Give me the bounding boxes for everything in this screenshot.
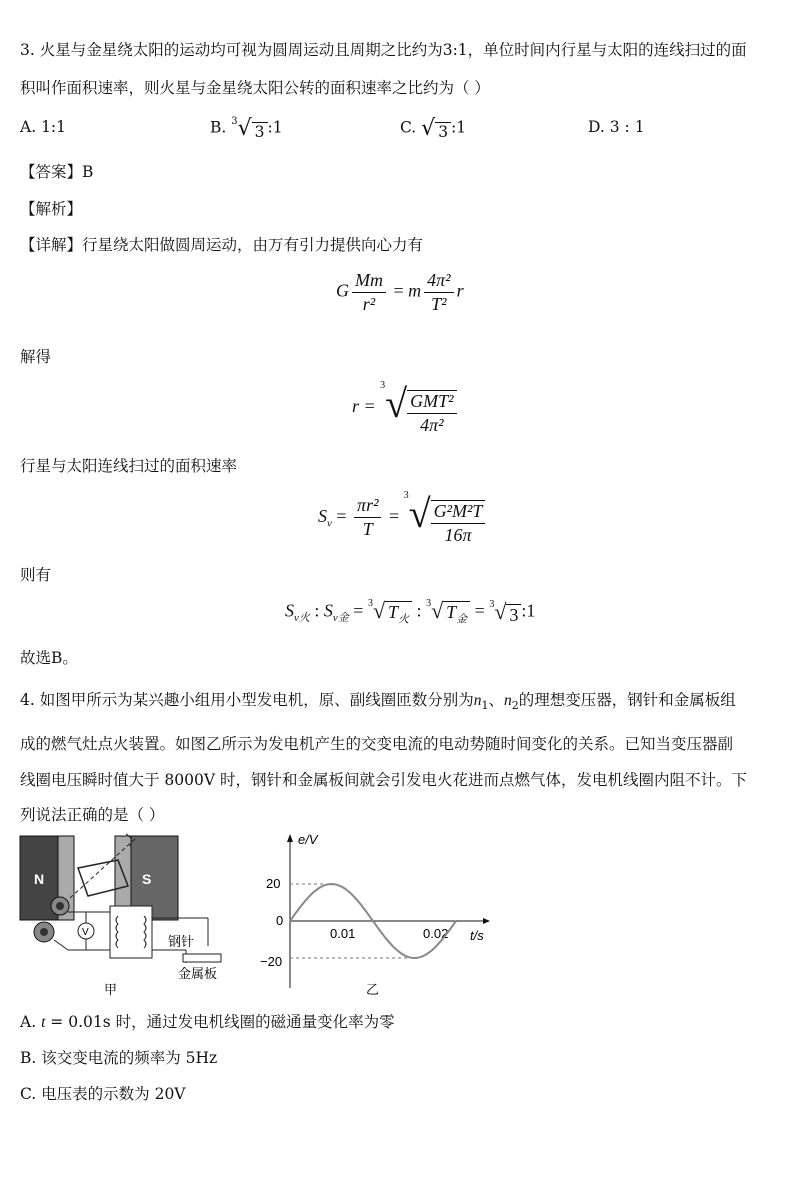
- y-tick-negative: −20: [260, 954, 283, 969]
- analysis-label: 【解析】: [20, 200, 83, 218]
- q3-option-d: [588, 118, 645, 136]
- q3-option-c: [400, 116, 466, 141]
- option-c-label: C.: [400, 118, 417, 137]
- figure-jia-caption: 甲: [104, 982, 118, 997]
- metal-plate: [183, 954, 221, 962]
- magnet-s-label: S: [142, 871, 152, 887]
- equation-area-rate: $S_v$ = $\frac{\text{πr²}}{T}$ = $^3$√ $\frac{\text{G²M²T}}{16\pi}$: [318, 490, 488, 546]
- magnet-n-label: N: [34, 871, 45, 887]
- conclusion-line: 故选B。: [20, 649, 78, 667]
- y-axis-label: e/V: [298, 832, 318, 847]
- figure-yi-caption: 乙: [366, 982, 380, 997]
- figure-emf-chart: [258, 828, 498, 1000]
- y-tick-positive: 20: [266, 876, 281, 891]
- x-axis-label: t/s: [470, 928, 484, 943]
- q4-option-a: A. t = 0.01s 时，通过发电机线圈的磁通量变化率为零: [20, 1013, 395, 1031]
- solve-label: 解得: [20, 348, 52, 366]
- option-c-root: √ 3: [421, 116, 451, 141]
- q4-stem-line4: 列说法正确的是（ ）: [20, 806, 165, 824]
- option-a-value: 1:1: [41, 118, 67, 136]
- transformer: [110, 906, 152, 958]
- voltmeter-label: V: [82, 927, 89, 938]
- equation-gravity: G $\frac{Mm}{\text{r²}}$ = m $\frac{\text{4π²}}{\text{T²}}$ r: [336, 270, 464, 314]
- detail-line: 【详解】行星绕太阳做圆周运动，由万有引力提供向心力有: [20, 236, 424, 254]
- q3-stem-line1: 3. 火星与金星绕太阳的运动均可视为圆周运动且周期之比约为3:1，单位时间内行星与太阳的连线扫过的面: [20, 41, 747, 59]
- option-d-value: 3 : 1: [609, 118, 645, 136]
- equation-radius: r = $^3$√ $\frac{\text{GMT²}}{\text{4π²}}$: [352, 380, 460, 436]
- q4-option-c: C. 电压表的示数为 20V: [20, 1085, 186, 1103]
- q4-stem-line2: 成的燃气灶点火装置。如图乙所示为发电机产生的交变电流的电动势随时间变化的关系。已知当变压器副: [20, 735, 734, 753]
- q3-stem-line2: 积叫作面积速率，则火星与金星绕太阳公转的面积速率之比约为（ ）: [20, 79, 490, 97]
- option-b-label: B.: [210, 118, 227, 137]
- option-d-label: D.: [588, 118, 605, 136]
- q3-option-b: [210, 116, 283, 141]
- option-a-label: A.: [20, 118, 37, 136]
- y-tick-zero: 0: [276, 913, 284, 928]
- q4-stem-line3: 线圈电压瞬时值大于 8000V 时，钢针和金属板间就会引发电火花进而点燃气体，发电机线圈内阻不计。下: [20, 771, 747, 789]
- area-rate-line: 行星与太阳连线扫过的面积速率: [20, 457, 238, 475]
- needle-label: 钢针: [168, 934, 195, 949]
- plate-label: 金属板: [178, 966, 218, 981]
- then-label: 则有: [20, 566, 52, 584]
- option-b-root: $^3$√ 3: [231, 116, 267, 141]
- q4-stem-line1: 4. 如图甲所示为某兴趣小组用小型发电机，原、副线圈匝数分别为$n_1$、$n_2$的理想变压器，钢针和金属板组: [20, 691, 736, 713]
- x-tick-mid: 0.01: [330, 926, 356, 941]
- answer-label: 【答案】B: [20, 163, 94, 181]
- option-b-tail: :1: [267, 118, 283, 137]
- q4-option-b: B. 该交变电流的频率为 5Hz: [20, 1049, 218, 1067]
- option-c-tail: :1: [451, 118, 467, 137]
- equation-ratio: $S_{v火}$ : $S_{v金} = ^3√$ $T_火$ : $^3$√ $T_金 = ^3√$ 3 :1: [285, 598, 536, 626]
- q3-option-a: [20, 118, 66, 136]
- figure-generator: [18, 828, 248, 1000]
- x-tick-end: 0.02: [423, 926, 449, 941]
